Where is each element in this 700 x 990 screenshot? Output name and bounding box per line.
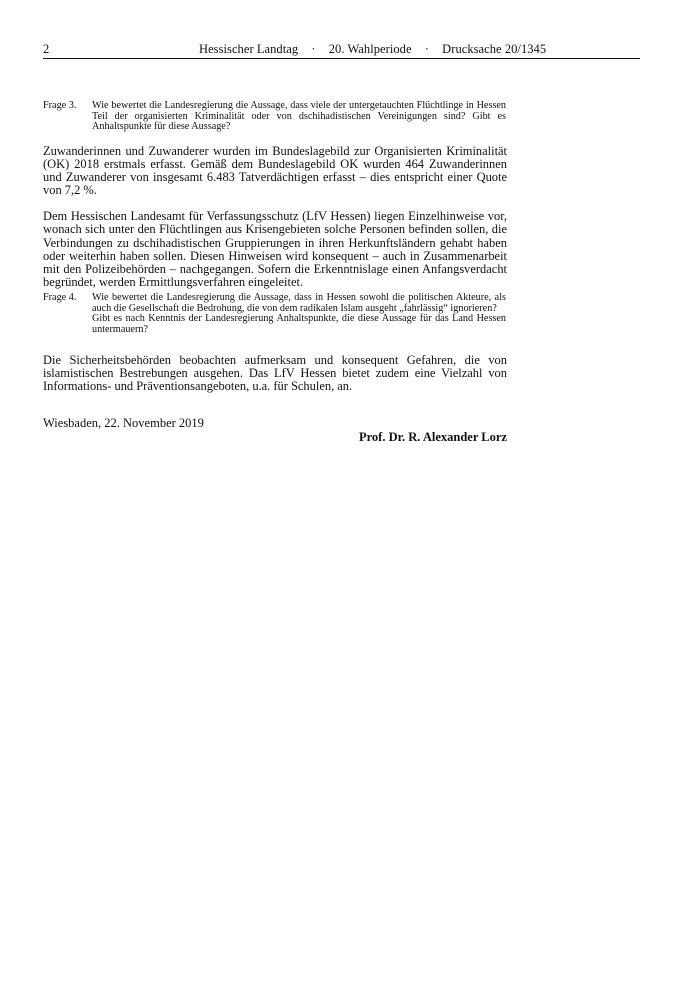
answer-paragraph: Dem Hessischen Landesamt für Verfassungsschutz (LfV Hessen) liegen Einzelhinweise vor, wonach sich unter den Flüchtlingen aus Krisengebieten solche Personen befinden sollen, die Verbindungen zu dschihadistischen Gruppierungen in ihren Herkunftsländern gehabt haben oder weiterhin haben sollen. Diesen Hinweisen wird konsequent – auch in Zusammenarbeit mit den Polizeibehörden – nachgegangen. Sofern die Erkenntnislage einen Anfangsverdacht begründet, werden Ermittlungsverfahren eingeleitet. [43,209,507,289]
header-separator-dot: · [424,42,429,56]
signatory-name: Prof. Dr. R. Alexander Lorz [358,430,507,444]
question-text [92,293,506,335]
question-text-part: Gibt es nach Kenntnis der Landesregierung Anhaltspunkte, die diese Aussage für das Land Hessen untermauern? [92,313,506,335]
document-number: Drucksache 20/1345 [442,42,547,56]
header-separator-dot: · [311,42,316,56]
header-divider [43,58,640,59]
question-3 [43,101,507,135]
publication-name: Hessischer Landtag [199,42,299,56]
question-label: Frage 4. [43,292,77,303]
page-number: 2 [43,42,50,56]
answer-paragraph: Zuwanderinnen und Zuwanderer wurden im Bundeslagebild zur Organisierten Kriminalität (OK) 2018 erstmals erfasst. Gemäß dem Bundeslagebild OK wurden 464 Zuwanderinnen und Zuwanderer von insgesamt 6.483 Tatverdächtigen erfasst – dies entspricht einer Quote von 7,2 %. [43,144,507,198]
question-4 [43,293,507,345]
page-header [43,41,640,59]
answer-3 [43,145,507,289]
election-period: 20. Wahlperiode [328,42,412,56]
question-text: Wie bewertet die Landesregierung die Aussage, dass viele der untergetauchten Flüchtlinge in Hessen Teil der organisierten Kriminalität oder von dschihadistischen Vereinigungen sind? Gibt es Anhaltspunkte für diese Aussage? [92,100,506,132]
answer-paragraph: Die Sicherheitsbehörden beobachten aufmerksam und konsequent Gefahren, die von islamistischen Bestrebungen ausgehen. Das LfV Hessen bietet zudem eine Vielzahl von Informations- und Präventionsangeboten, u.a. für Schulen, an. [43,353,507,394]
header-publication-line [199,42,546,57]
question-text-part: Wie bewertet die Landesregierung die Aussage, dass in Hessen sowohl die politischen Akteure, als auch die Gesellschaft die Bedrohung, die von dem radikalen Islam ausgeht „fahrlässig“ ignorieren? [92,292,506,314]
signature-block [43,416,507,448]
answer-4 [43,354,507,393]
question-label: Frage 3. [43,100,77,111]
place-date: Wiesbaden, 22. November 2019 [43,416,204,430]
